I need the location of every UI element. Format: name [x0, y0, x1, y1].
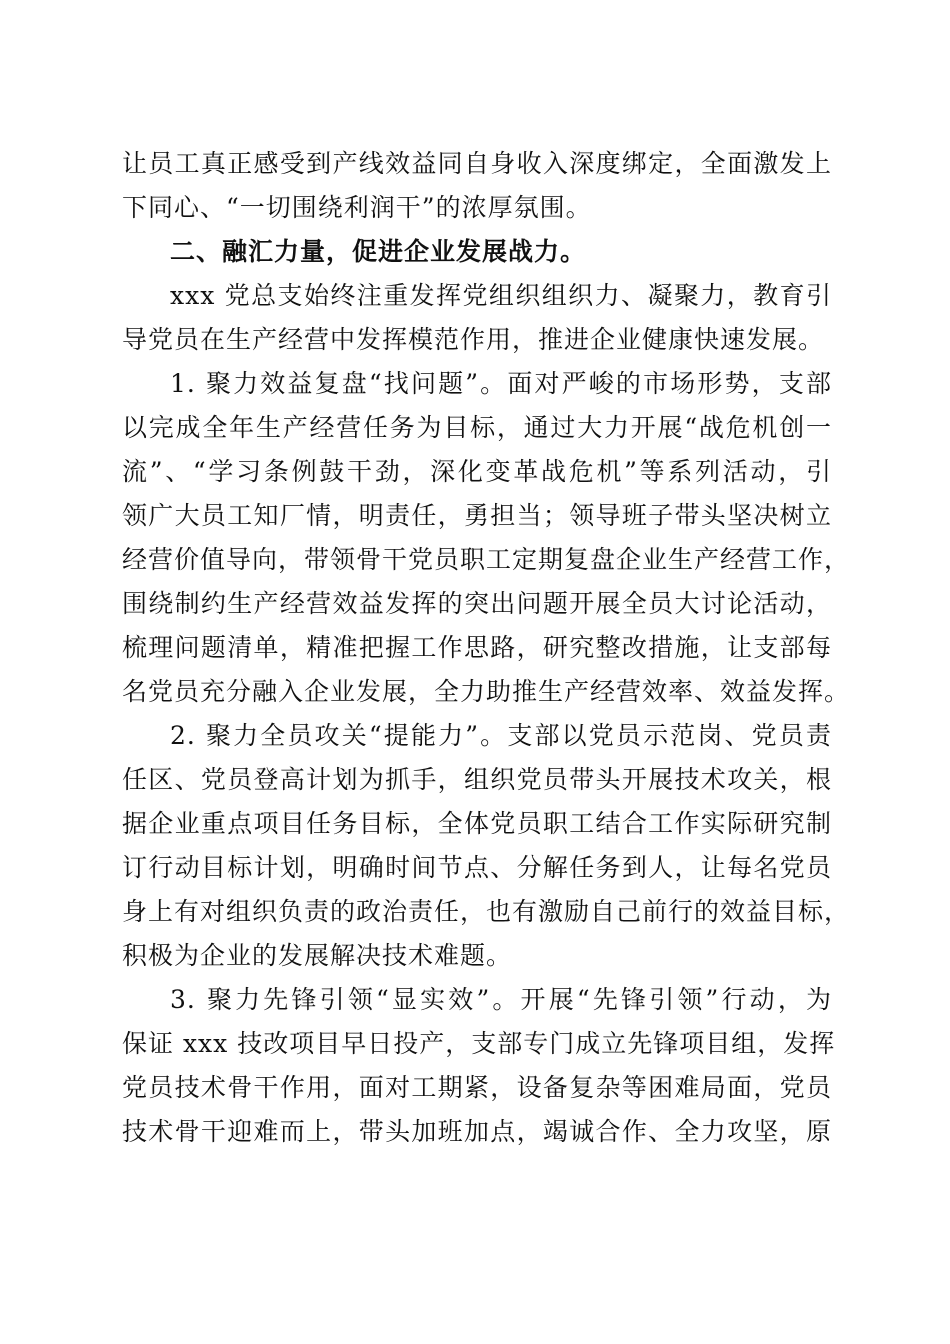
paragraph-line: 梳理问题清单，精准把握工作思路，研究整改措施，让支部每: [122, 633, 832, 662]
paragraph-line: 1. 聚力效益复盘“找问题”。面对严峻的市场形势，支部: [170, 369, 832, 398]
paragraph-line: 任区、党员登高计划为抓手，组织党员带头开展技术攻关，根: [122, 765, 832, 794]
paragraph-line: 身上有对组织负责的政治责任，也有激励自己前行的效益目标，: [122, 897, 851, 926]
paragraph-line: 订行动目标计划，明确时间节点、分解任务到人，让每名党员: [122, 853, 832, 882]
paragraph-line: 流”、“学习条例鼓干劲，深化变革战危机”等系列活动，引: [122, 457, 832, 486]
paragraph-line: 名党员充分融入企业发展，全力助推生产经营效率、效益发挥。: [122, 677, 851, 706]
paragraph-line: 党员技术骨干作用，面对工期紧，设备复杂等困难局面，党员: [122, 1073, 832, 1102]
paragraph-line: xxx 党总支始终注重发挥党组织组织力、凝聚力，教育引: [170, 281, 832, 310]
section-heading: 二、融汇力量，促进企业发展战力。: [170, 237, 587, 266]
paragraph-line: 围绕制约生产经营效益发挥的突出问题开展全员大讨论活动，: [122, 589, 832, 618]
paragraph-line: 经营价值导向，带领骨干党员职工定期复盘企业生产经营工作，: [122, 545, 851, 574]
paragraph-line: 让员工真正感受到产线效益同自身收入深度绑定，全面激发上: [122, 149, 832, 178]
paragraph-line: 技术骨干迎难而上，带头加班加点，竭诚合作、全力攻坚，原: [122, 1117, 832, 1146]
paragraph-line: 保证 xxx 技改项目早日投产，支部专门成立先锋项目组，发挥: [122, 1029, 836, 1058]
paragraph-line: 2. 聚力全员攻关“提能力”。支部以党员示范岗、党员责: [170, 721, 832, 750]
paragraph-line: 导党员在生产经营中发挥模范作用，推进企业健康快速发展。: [122, 325, 825, 354]
paragraph-line: 据企业重点项目任务目标，全体党员职工结合工作实际研究制: [122, 809, 832, 838]
paragraph-line: 3. 聚力先锋引领“显实效”。开展“先锋引领”行动，为: [170, 985, 832, 1014]
paragraph-line: 以完成全年生产经营任务为目标，通过大力开展“战危机创一: [122, 413, 832, 442]
document-page: [122, 142, 851, 1154]
paragraph-line: 下同心、“一切围绕利润干”的浓厚氛围。: [122, 193, 592, 222]
paragraph-line: 领广大员工知厂情，明责任，勇担当；领导班子带头坚决树立: [122, 501, 832, 530]
paragraph-line: 积极为企业的发展解决技术难题。: [122, 941, 513, 970]
